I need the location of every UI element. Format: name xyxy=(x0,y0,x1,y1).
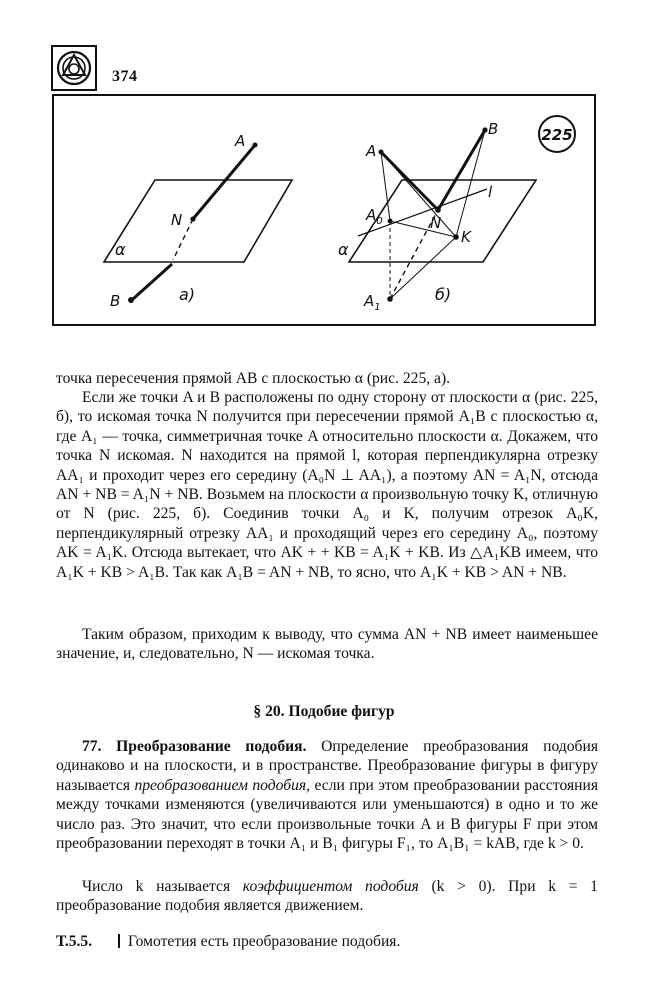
label-B: B xyxy=(488,120,499,138)
label-A0-sub: 0 xyxy=(376,216,383,227)
point-A xyxy=(379,150,384,155)
label-A1: A xyxy=(364,292,375,310)
label-l: l xyxy=(488,183,493,201)
item-77-heading: 77. Преобразование подобия. xyxy=(82,738,307,755)
figure-a xyxy=(104,132,292,310)
label-A: A xyxy=(235,132,246,150)
point-N xyxy=(435,207,441,213)
point-B xyxy=(482,127,487,132)
paragraph-4 xyxy=(56,737,598,853)
paragraph-1 xyxy=(56,369,598,388)
paragraph-2-text: Если же точки A и B расположены по одну сторону от плоскости α (рис. 225, б), то искомая точка N получится при пересечении прямой A₁B с плоскостью α, где A₁ — точка, симметричная точке A относительно плоскости α. Докажем, что точка N искомая. N находится на прямой l, которая перпендикулярна отрезку AA₁ и проходит через его середину (A₀N ⊥ AA₁), а поэтому AN = A₁N, отсюда AN + NB = A₁N + NB. Возьмем на плоскости α произвольную точку K, отличную от N (рис. 225, б). Соединив точки A₀ и K, получим отрезок A₀K, перпендикулярный отрезку AA₁ и проходящий через его середину A₀, поэтому AK = A₁K. Отсюда вытекает, что AK + + KB = A₁K + KB. Из △A₁KB имеем, что A₁K + KB > A₁B. Так как A₁B = AN + NB, то ясно, что A₁K + KB > AN + NB. xyxy=(56,389,598,581)
paragraph-2 xyxy=(56,388,598,582)
figure-number: 225 xyxy=(541,126,573,144)
paragraph-5-part-b: (k > 0). При k = 1 преобразование подобия является движением. xyxy=(56,878,598,915)
segment-AN xyxy=(193,145,255,219)
segment-AN xyxy=(381,152,438,210)
paragraph-5 xyxy=(56,877,598,916)
label-K: K xyxy=(461,228,471,246)
label-N: N xyxy=(430,214,442,232)
label-N: N xyxy=(171,211,183,229)
paragraph-3 xyxy=(56,625,598,664)
segment-below-B xyxy=(133,264,172,299)
point-A0 xyxy=(388,219,393,224)
paragraph-4-part-a: Определение преобразования подобия одинаково и на плоскости, и в пространстве. Преобразование фигуры в фигуру называется xyxy=(56,738,598,794)
caption-b: б) xyxy=(435,285,452,304)
paragraph-5-part-a: Число k называется xyxy=(82,878,243,895)
term-similarity-coefficient: коэффициентом подобия xyxy=(242,878,419,895)
paragraph-4-part-b: , если при этом преобразовании расстояния между точками изменяются (увеличиваются или уменьшаются) в одно и то же число раз. Это значит, что если произвольные точки A и B фигуры F при этом преобразовании переходят в точки A₁ и B₁ фигуры F₁, то A₁B₁ = kAB, где k > 0. xyxy=(56,776,598,853)
theorem-5-5 xyxy=(56,932,598,951)
paragraph-1-text: точка пересечения прямой AB с плоскостью α (рис. 225, а). xyxy=(56,370,451,387)
page-number: 374 xyxy=(112,68,138,85)
label-A: A xyxy=(366,142,377,160)
point-A xyxy=(253,143,258,148)
point-K xyxy=(453,234,459,240)
label-A1-sub: 1 xyxy=(374,302,381,313)
svg-text:A0 xyxy=(365,206,383,227)
plane-alpha-a xyxy=(104,180,292,262)
book-logo-icon xyxy=(51,45,97,91)
caption-a: а) xyxy=(179,285,196,304)
section-title: § 20. Подобие фигур xyxy=(253,703,395,720)
theorem-text: Гомотетия есть преобразование подобия. xyxy=(128,933,401,950)
figure-225 xyxy=(52,94,596,326)
label-alpha: α xyxy=(115,240,126,259)
paragraph-3-text: Таким образом, приходим к выводу, что сумма AN + NB имеет наименьшее значение, и, следовательно, N — искомая точка. xyxy=(56,626,598,663)
term-similarity-transformation: преобразованием подобия xyxy=(134,776,307,794)
label-B: B xyxy=(110,292,121,310)
theorem-number: Т.5.5. xyxy=(56,933,93,950)
svg-text:A1 xyxy=(363,292,381,313)
point-A1 xyxy=(387,296,393,302)
segment-KB xyxy=(456,130,485,237)
point-N xyxy=(190,216,195,221)
theorem-bar xyxy=(118,934,120,948)
point-B xyxy=(128,297,134,303)
figure-b xyxy=(338,120,536,313)
label-alpha: α xyxy=(338,240,349,259)
label-A0: A xyxy=(366,206,377,224)
segment-A0-K xyxy=(390,221,456,237)
